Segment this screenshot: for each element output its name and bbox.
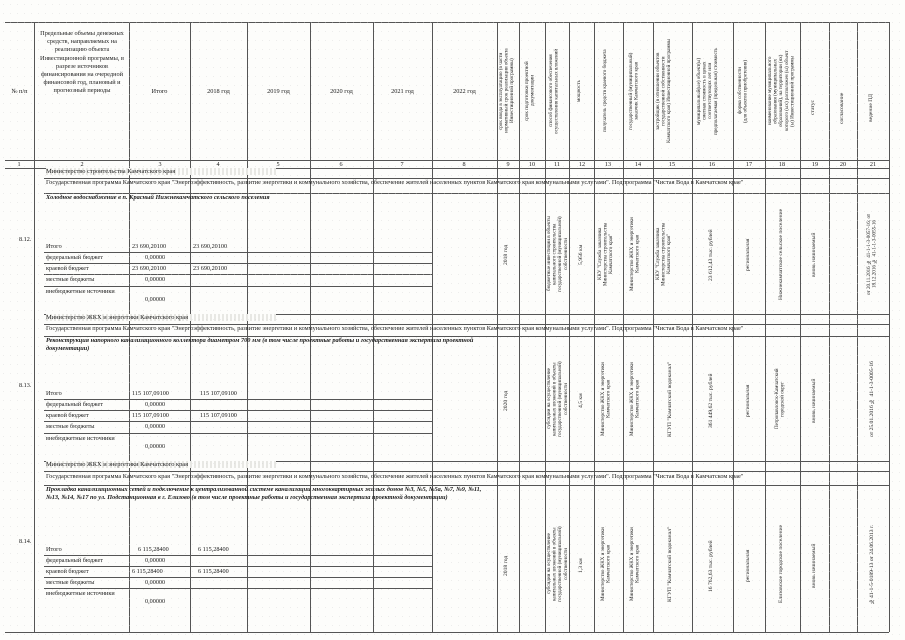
col-number: 5 bbox=[276, 161, 280, 168]
design-docs: от 25.01.2016 № 41-1-3-0005-16 bbox=[869, 361, 875, 437]
col-number: 10 bbox=[528, 161, 536, 168]
total-value: 0,00000 bbox=[145, 598, 166, 605]
status: вновь начинаемый bbox=[811, 543, 817, 589]
ministry-heading: Министерство ЖКХ и энергетики Камчатского края bbox=[46, 314, 276, 321]
col-number: 15 bbox=[668, 161, 676, 168]
municipality: Петропавловск-Камчатский городской округ bbox=[774, 368, 786, 430]
header-capacity: мощность bbox=[576, 80, 582, 102]
fund-label: краевой бюджет bbox=[46, 568, 89, 575]
start-year: 2018 год bbox=[503, 555, 509, 577]
header-commissioning: срок ввода в эксплуатацию (в части нормативный срок реализации объекта Инвестиционной программы) bbox=[498, 48, 516, 134]
col-number: 12 bbox=[578, 161, 586, 168]
col-number: 19 bbox=[811, 161, 819, 168]
year-2020-value: 115 107,09100 bbox=[200, 412, 237, 419]
col-number: 16 bbox=[708, 161, 716, 168]
fund-label: федеральный бюджет bbox=[46, 254, 103, 261]
object-title: Холодное водоснабжение в п. Красный Нижнекамчатского сельского поселения bbox=[46, 194, 270, 201]
header-agreement: согласование bbox=[839, 92, 845, 124]
total-value: 115 107,09100 bbox=[132, 412, 169, 419]
capacity: 1,3 км bbox=[578, 558, 584, 574]
col-number: 21 bbox=[869, 161, 877, 168]
total-value: 0,00000 bbox=[145, 276, 166, 283]
year-2020-value: 115 107,09100 bbox=[200, 390, 237, 397]
fund-label: местные бюджеты bbox=[46, 423, 95, 430]
header-estimated-cost: муниципальный(ые) объект(ы) сметная стоимость в ценах соответствующих лет или предполагаемая (предельная) стоимость bbox=[696, 47, 719, 135]
header-recipient: получатель средств краевого бюджета bbox=[602, 49, 608, 133]
header-year-2018: 2018 год bbox=[207, 88, 230, 95]
total-value: 6 115,28400 bbox=[138, 546, 169, 553]
col-number: 1 bbox=[17, 161, 21, 168]
program-heading: Государственная программа Камчатского края "Энергоэффективность, развитие энергетики и коммунального хозяйства, обеспечение жителей населенных пунктов Камчатского края коммунальными услугами". Подпрограмма "Чистая Вода в Камчатском крае" bbox=[46, 179, 744, 186]
col-number: 3 bbox=[158, 161, 162, 168]
fund-label: краевой бюджет bbox=[46, 412, 89, 419]
header-design-term: срок подготовки проектной документации bbox=[524, 61, 536, 121]
header-year-2019: 2019 год bbox=[267, 88, 290, 95]
total-value: 0,00000 bbox=[145, 423, 166, 430]
header-col-no: № п/п bbox=[11, 88, 28, 95]
fund-label: внебюджетные источники bbox=[46, 288, 115, 295]
year-2018-value: 6 115,28400 bbox=[198, 568, 229, 575]
ministry-heading: Министерство строительства Камчатского края bbox=[46, 168, 276, 175]
col-number: 4 bbox=[216, 161, 220, 168]
col-number: 14 bbox=[634, 161, 642, 168]
row-number: 8.12. bbox=[19, 236, 32, 243]
object-title: Реконструкция напорного канализационного коллектора диаметром 700 мм (в том числе проектные работы и государственная экспертиза проектной документации) bbox=[46, 337, 474, 353]
finance-method: бюджетные инвестиции в объекты капитального строительства государственной (муниципальной) собственности bbox=[546, 216, 569, 292]
header-pd: ведение ПД bbox=[868, 93, 874, 123]
year-2018-value: 23 690,20100 bbox=[193, 243, 228, 250]
design-docs: от 20.11.2016 № 41-1-1-3-0057-16; от 18.12.2016 № 41-1-1-3-0055-16 bbox=[866, 213, 878, 295]
total-value: 0,00000 bbox=[145, 443, 166, 450]
total-value: 0,00000 bbox=[145, 579, 166, 586]
total-value: 0,00000 bbox=[145, 401, 166, 408]
fund-label: федеральный бюджет bbox=[46, 401, 103, 408]
total-value: 0,00000 bbox=[145, 254, 166, 261]
row-number: 8.14. bbox=[19, 538, 32, 545]
header-status: статус bbox=[810, 100, 816, 116]
col-number: 20 bbox=[839, 161, 847, 168]
status: вновь начинаемый bbox=[811, 232, 817, 278]
program-heading: Государственная программа Камчатского края "Энергоэффективность, развитие энергетики и коммунального хозяйства, обеспечение жителей населенных пунктов Камчатского края коммунальными услугами". Подпрограмма "Чистая Вода в Камчатском крае" bbox=[46, 473, 744, 480]
customer: Министерство ЖКХ и энергетики Камчатского края bbox=[629, 362, 641, 436]
design-docs: №41-1-5-0189-13 от 24.06.2013 г. bbox=[869, 524, 875, 604]
header-finance-method: способ финансового обеспечения осуществления капитальных вложений bbox=[548, 48, 560, 134]
total-value: 0,00000 bbox=[145, 296, 166, 303]
developer: КГУП "Камчатский водоканал" bbox=[667, 526, 673, 602]
finance-method: субсидии на осуществление капитальных вложений в объекты государственной (муниципальной) собственности bbox=[546, 361, 569, 437]
developer: КГУП "Камчатский водоканал" bbox=[667, 361, 673, 437]
fund-label: федеральный бюджет bbox=[46, 557, 103, 564]
fund-label: Итого bbox=[46, 390, 62, 397]
fund-label: местные бюджеты bbox=[46, 579, 95, 586]
year-2018-value: 6 115,28400 bbox=[198, 546, 229, 553]
estimated-cost: 23 612,43 тыс. рублей bbox=[708, 229, 714, 281]
fund-label: местные бюджеты bbox=[46, 276, 95, 283]
total-value: 0,00000 bbox=[145, 557, 166, 564]
fund-label: внебюджетные источники bbox=[46, 435, 115, 442]
customer: Министерство ЖКХ и энергетики Камчатского края bbox=[629, 217, 641, 291]
estimated-cost: 361 449,62 тыс. рублей bbox=[708, 373, 714, 429]
municipality: Нижнекамчатское сельское поселение bbox=[778, 208, 784, 300]
header-municipality: наименование муниципального образования (муниципальных образований), на территории (ях) которого (ых) расположен (ы) объект (ы) Инвестиционной программы bbox=[767, 50, 796, 132]
header-ownership: форма собственности (для объектов приобретения) bbox=[737, 59, 749, 123]
row-number: 8.13. bbox=[19, 382, 32, 389]
header-year-2021: 2021 год bbox=[391, 88, 414, 95]
ownership: региональная bbox=[745, 238, 751, 272]
col-number: 7 bbox=[400, 161, 404, 168]
start-year: 2018 год bbox=[503, 244, 509, 266]
total-value: 6 115,28400 bbox=[132, 568, 163, 575]
header-year-2020: 2020 год bbox=[330, 88, 353, 95]
header-col-total: Итого bbox=[151, 88, 168, 95]
finance-method: субсидии на осуществление капитальных вложений в объекты государственной (муниципальной) собственности bbox=[546, 526, 569, 602]
recipient: Министерство ЖКХ и энергетики Камчатского края bbox=[600, 527, 612, 601]
capacity: 5,956 км bbox=[578, 244, 584, 266]
header-col-funding: Предельные объемы денежных средств, направляемых на реализацию объекта Инвестиционной программы, в разрезе источников финансирования на очередной финансовой год, плановый и прогнозный периоды bbox=[40, 30, 124, 95]
col-number: 6 bbox=[339, 161, 343, 168]
year-2018-value: 23 690,20100 bbox=[193, 265, 228, 272]
program-heading: Государственная программа Камчатского края "Энергоэффективность, развитие энергетики и коммунального хозяйства, обеспечение жителей населенных пунктов Камчатского края коммунальными услугами". Подпрограмма "Чистая Вода в Камчатском крае" bbox=[46, 325, 744, 332]
col-number: 8 bbox=[462, 161, 466, 168]
developer: ККУ "Служба заказчика Министерства строительства Камчатского края" bbox=[655, 222, 673, 286]
ownership: региональная bbox=[745, 384, 751, 418]
recipient: Министерство ЖКХ и энергетики Камчатского края bbox=[600, 362, 612, 436]
header-year-2022: 2022 год bbox=[453, 88, 476, 95]
municipality: Елизовское городское поселение bbox=[778, 524, 784, 604]
header-customer: государственный (муниципальный) заказчик Камчатского края bbox=[628, 52, 640, 130]
header-developer: застройщик (в отношении объектов государственной собственности Камчатского края) Инвестиционной программы bbox=[655, 38, 673, 144]
col-number: 11 bbox=[554, 161, 560, 168]
fund-label: внебюджетные источники bbox=[46, 590, 115, 597]
start-year: 2020 год bbox=[503, 390, 509, 412]
col-number: 13 bbox=[604, 161, 612, 168]
col-number: 9 bbox=[506, 161, 510, 168]
object-title: Прокладка канализационных сетей и подключение к централизованной системе канализации многоквартирных жилых домов №3, №5, №5а, №7, №9, №11, №13, №14, №17 по ул. Подстанционная в г. Елизово (в том числе проектные работы и государственная экспертиза проектной документации) bbox=[46, 486, 482, 502]
capacity: 4,5 км bbox=[578, 393, 584, 409]
col-number: 18 bbox=[778, 161, 786, 168]
fund-label: Итого bbox=[46, 243, 62, 250]
ownership: региональная bbox=[745, 549, 751, 583]
col-number: 2 bbox=[80, 161, 84, 168]
total-value: 115 107,09100 bbox=[132, 390, 169, 397]
estimated-cost: 16 762,63 тыс. рублей bbox=[708, 540, 714, 592]
total-value: 23 690,20100 bbox=[132, 265, 167, 272]
customer: Министерство ЖКХ и энергетики Камчатского края bbox=[629, 527, 641, 601]
recipient: ККУ "Служба заказчика Министерства строительства Камчатского края" bbox=[597, 222, 615, 286]
total-value: 23 690,20100 bbox=[132, 243, 167, 250]
col-number: 17 bbox=[745, 161, 753, 168]
ministry-heading: Министерство ЖКХ и энергетики Камчатского края bbox=[46, 461, 276, 468]
fund-label: краевой бюджет bbox=[46, 265, 89, 272]
fund-label: Итого bbox=[46, 546, 62, 553]
status: вновь начинаемый bbox=[811, 378, 817, 424]
